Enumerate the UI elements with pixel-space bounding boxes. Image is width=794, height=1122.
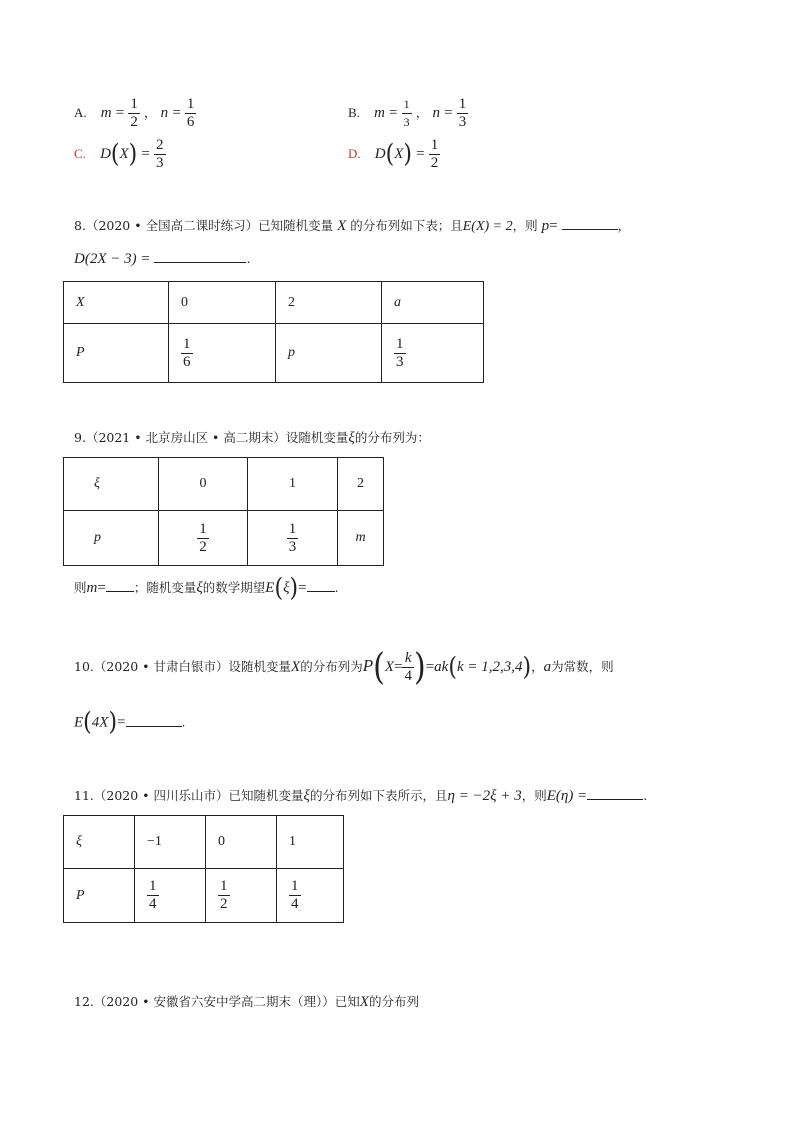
answer-blank-expectation[interactable]: [307, 579, 335, 592]
question-8-line1: 8.（2020 • 全国高二课时练习）已知随机变量 X 的分布列如下表；且E(X) = 2，则 p= ，: [74, 218, 631, 234]
answer-blank-eta[interactable]: [587, 787, 643, 800]
answer-blank-variance[interactable]: [154, 250, 246, 263]
distribution-table-q9: ξ 0 1 2 p $\frac{1}{2}$ $\frac{1}{3}$ m: [63, 457, 384, 566]
option-d-frac: $\frac{1}{2}$: [430, 137, 439, 171]
option-a-frac-n: $\frac{1}{6}$: [186, 96, 195, 130]
option-c: C. D(X) = $\frac{2}{3}$: [74, 137, 164, 171]
option-b-frac-n: $\frac{1}{3}$: [458, 96, 467, 130]
question-10-line1: 10.（2020 • 甘肃白银市）设随机变量X的分布列为P(X= $\frac{k}{4}$ )=ak(k = 1,2,3,4)，a为常数，则: [74, 645, 614, 688]
question-9-text: 9.（2021 • 北京房山区 • 高二期末）设随机变量ξ的分布列为：: [74, 430, 430, 446]
option-b-frac-m: $\frac{1}{3}$: [403, 97, 410, 129]
question-10-line2: E(4X)= .: [74, 708, 186, 737]
question-8-line2: D(2X − 3) = .: [74, 251, 251, 267]
answer-blank-m[interactable]: [106, 579, 134, 592]
answer-blank-p[interactable]: [562, 217, 618, 230]
question-9-answer: 则m= ；随机变量ξ的数学期望E(ξ)= .: [74, 573, 339, 603]
option-c-frac: $\frac{2}{3}$: [156, 137, 164, 171]
question-11-text: 11.（2020 • 四川乐山市）已知随机变量ξ的分布列如下表所示，且η = −2ξ + 3，则E(η) = .: [74, 788, 648, 804]
option-d: D. D(X) = $\frac{1}{2}$: [348, 137, 439, 171]
option-d-label: D.: [348, 146, 361, 161]
option-a-label: A.: [74, 105, 87, 120]
option-b-n: n: [432, 105, 440, 121]
answer-blank-e4x[interactable]: [126, 714, 182, 727]
option-a: A. m = $\frac{1}{2}$ ， n = $\frac{1}{6}$: [74, 96, 195, 130]
question-12-text: 12.（2020 • 安徽省六安中学高二期末（理））已知X的分布列: [74, 994, 419, 1010]
option-a-frac-m: $\frac{1}{2}$: [130, 96, 138, 130]
option-a-m: m: [100, 105, 112, 121]
distribution-table-q8: X 0 2 a P $\frac{1}{6}$ p $\frac{1}{3}$: [63, 281, 484, 383]
option-b: B. m = $\frac{1}{3}$ ， n = $\frac{1}{3}$: [348, 96, 467, 130]
distribution-table-q11: ξ −1 0 1 P $\frac{1}{4}$ $\frac{1}{2}$ $\frac{1}{4}$: [63, 815, 344, 923]
option-c-label: C.: [74, 146, 86, 161]
option-b-m: m: [374, 105, 385, 121]
option-a-n: n: [160, 105, 169, 121]
option-b-label: B.: [348, 105, 360, 120]
